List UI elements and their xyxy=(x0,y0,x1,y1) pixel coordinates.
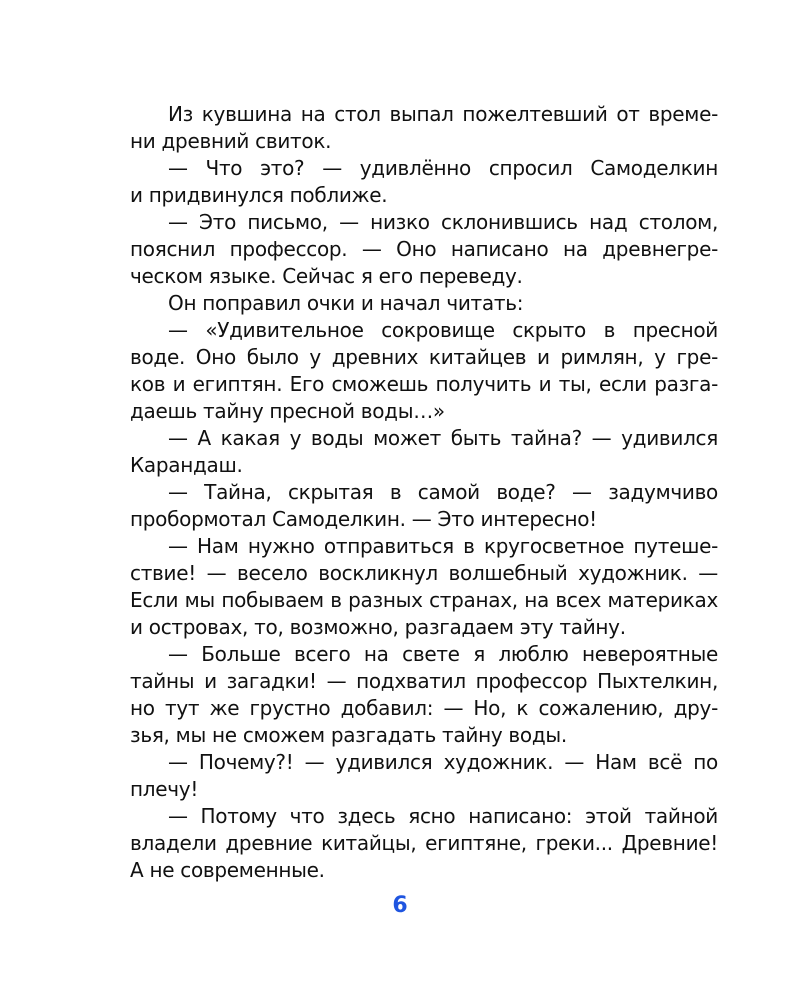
text-line: ствие! — весело воскликнул волшебный художник. — xyxy=(130,561,718,585)
text-line: — Нам нужно отправиться в кругосветное путеше- xyxy=(168,534,718,558)
text-line: — Больше всего на свете я люблю невероятные xyxy=(168,642,718,666)
book-page-text xyxy=(130,101,718,884)
text-line: плечу! xyxy=(130,777,199,801)
text-line: — А какая у воды может быть тайна? — удивился xyxy=(168,426,718,450)
text-line: — Это письмо, — низко склонившись над столом, xyxy=(168,210,718,234)
text-line: владели древние китайцы, египтяне, греки... Древние! xyxy=(130,831,718,855)
text-line: — Что это? — удивлённо спросил Самоделкин xyxy=(168,156,718,180)
text-line: пояснил профессор. — Оно написано на древнегре- xyxy=(130,237,718,261)
text-line: — Почему?! — удивился художник. — Нам всё по xyxy=(168,750,718,774)
text-line: и придвинулся поближе. xyxy=(130,183,388,207)
text-line: Карандаш. xyxy=(130,453,243,477)
text-line: ни древний свиток. xyxy=(130,129,332,153)
text-line: ков и египтян. Его сможешь получить и ты, если разга- xyxy=(130,372,718,396)
text-line: А не современные. xyxy=(130,858,325,882)
text-line: и островах, то, возможно, разгадаем эту тайну. xyxy=(130,615,626,639)
text-line: тайны и загадки! — подхватил профессор Пыхтелкин, xyxy=(130,669,718,693)
text-line: пробормотал Самоделкин. — Это интересно! xyxy=(130,507,597,531)
text-line: но тут же грустно добавил: — Но, к сожалению, дру- xyxy=(130,696,718,720)
text-line: Из кувшина на стол выпал пожелтевший от време- xyxy=(168,102,718,126)
page-number: 6 xyxy=(392,893,408,918)
text-line: — «Удивительное сокровище скрыто в пресной xyxy=(168,318,718,342)
text-line: Он поправил очки и начал читать: xyxy=(168,291,524,315)
text-line: — Потому что здесь ясно написано: этой тайной xyxy=(168,804,718,828)
text-line: зья, мы не сможем разгадать тайну воды. xyxy=(130,723,567,747)
text-line: ческом языке. Сейчас я его переведу. xyxy=(130,264,523,288)
text-line: — Тайна, скрытая в самой воде? — задумчиво xyxy=(168,480,718,504)
text-line: Если мы побываем в разных странах, на всех материках xyxy=(130,588,718,612)
text-line: воде. Оно было у древних китайцев и римлян, у гре- xyxy=(130,345,718,369)
text-line: даешь тайну пресной воды…» xyxy=(130,399,445,423)
